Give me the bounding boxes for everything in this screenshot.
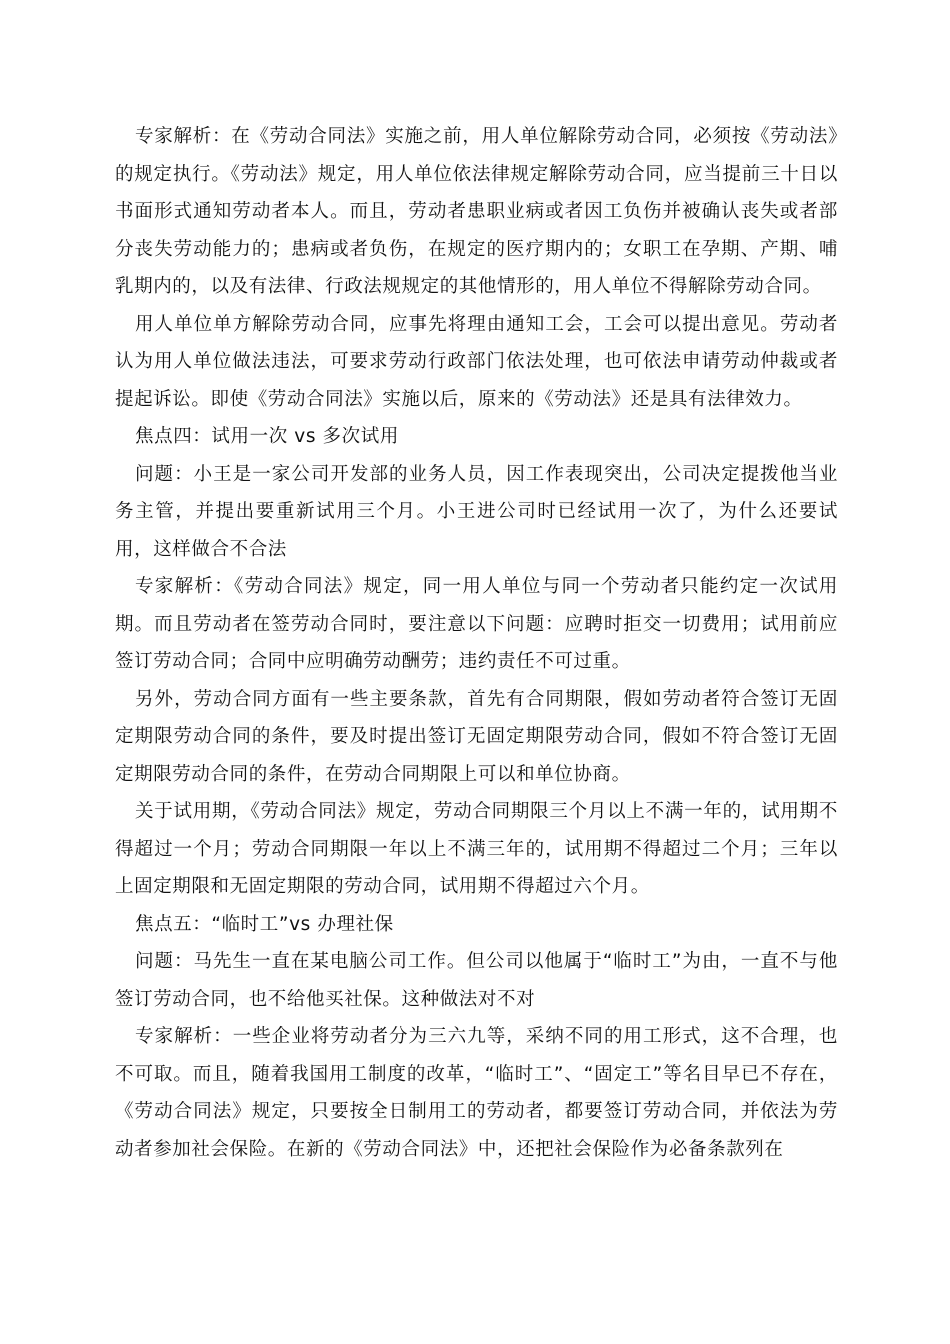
paragraph-expert-analysis-social-insurance: 专家解析：一些企业将劳动者分为三六九等，采纳不同的用工形式，这不合理，也不可取。而且，随着我国用工制度的改革，“临时工”、“固定工”等名目早已不存在，《劳动合同法》规定，只要按全日制用工的劳动者，都要签订劳动合同，并依法为劳动者参加社会保险。在新的《劳动合同法》中，还把社会保险作为必备条款列在 (115, 1026, 838, 1160)
paragraph-question-social-insurance: 问题：马先生一直在某电脑公司工作。但公司以他属于“临时工”为由，一直不与他签订劳动合同，也不给他买社保。这种做法对不对 (115, 951, 838, 1010)
document-body (115, 118, 838, 1168)
heading-focus-five: 焦点五：“临时工”vs 办理社保 (135, 913, 394, 935)
paragraph-contract-term: 另外，劳动合同方面有一些主要条款，首先有合同期限，假如劳动者符合签订无固定期限劳动合同的条件，要及时提出签订无固定期限劳动合同，假如不符合签订无固定期限劳动合同的条件，在劳动合同期限上可以和单位协商。 (115, 688, 838, 785)
paragraph-probation-period-rules: 关于试用期，《劳动合同法》规定，劳动合同期限三个月以上不满一年的，试用期不得超过一个月；劳动合同期限一年以上不满三年的，试用期不得超过二个月；三年以上固定期限和无固定期限的劳动合同，试用期不得超过六个月。 (115, 801, 838, 897)
paragraph-expert-analysis-probation: 专家解析：《劳动合同法》规定，同一用人单位与同一个劳动者只能约定一次试用期。而且劳动者在签劳动合同时，要注意以下问题：应聘时拒交一切费用；试用前应签订劳动合同；合同中应明确劳动酬劳；违约责任不可过重。 (115, 576, 838, 672)
paragraph-expert-analysis-termination: 专家解析：在《劳动合同法》实施之前，用人单位解除劳动合同，必须按《劳动法》的规定执行。《劳动法》规定，用人单位依法律规定解除劳动合同，应当提前三十日以书面形式通知劳动者本人。而且，劳动者患职业病或者因工负伤并被确认丧失或者部分丧失劳动能力的；患病或者负伤，在规定的医疗期内的；女职工在孕期、产期、哺乳期内的，以及有法律、行政法规规定的其他情形的，用人单位不得解除劳动合同。 (115, 126, 838, 297)
heading-focus-four: 焦点四：试用一次 vs 多次试用 (135, 426, 399, 447)
paragraph-union-notification: 用人单位单方解除劳动合同，应事先将理由通知工会，工会可以提出意见。劳动者认为用人单位做法违法，可要求劳动行政部门依法处理，也可依法申请劳动仲裁或者提起诉讼。即使《劳动合同法》实施以后，原来的《劳动法》还是具有法律效力。 (115, 313, 838, 410)
paragraph-question-probation: 问题：小王是一家公司开发部的业务人员，因工作表现突出，公司决定提拨他当业务主管，并提出要重新试用三个月。小王进公司时已经试用一次了，为什么还要试用，这样做合不合法 (115, 463, 838, 560)
